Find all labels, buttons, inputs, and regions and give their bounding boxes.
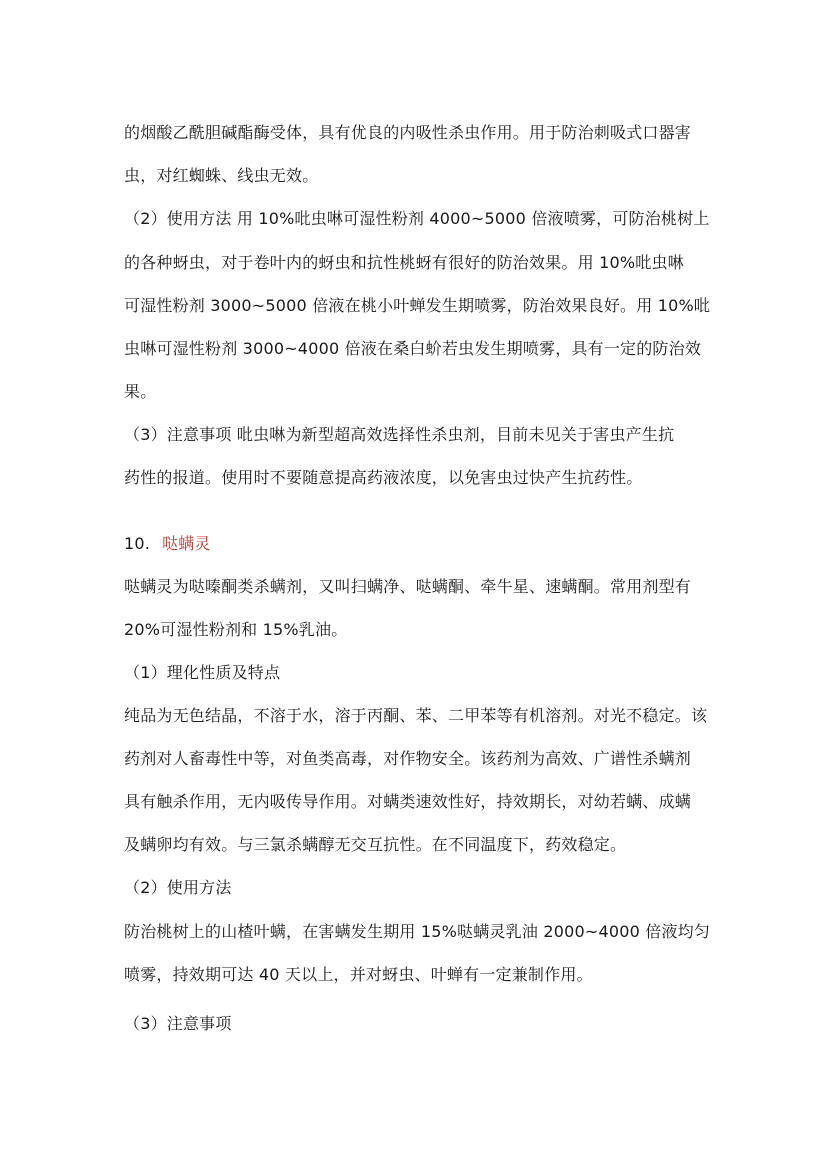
section-number: 10.	[124, 534, 151, 553]
paragraph-line: 虫啉可湿性粉剂 3000~4000 倍液在桑白蚧若虫发生期喷雾，具有一定的防治效	[124, 339, 702, 358]
paragraph-line: 虫，对红蜘蛛、线虫无效。	[124, 166, 319, 185]
paragraph-line: 防治桃树上的山楂叶螨，在害螨发生期用 15%哒螨灵乳油 2000~4000 倍液均匀	[124, 922, 711, 941]
paragraph-line: 药剂对人畜毒性中等，对鱼类高毒，对作物安全。该药剂为高效、广谱性杀螨剂	[124, 749, 692, 768]
subheading-line: （2）使用方法	[124, 878, 232, 897]
paragraph-line: 喷雾，持效期可达 40 天以上，并对蚜虫、叶蝉有一定兼制作用。	[124, 965, 593, 984]
paragraph-line: 及螨卵均有效。与三氯杀螨醇无交互抗性。在不同温度下，药效稳定。	[124, 835, 627, 854]
paragraph-line: 20%可湿性粉剂和 15%乳油。	[124, 620, 348, 639]
subheading-line: （3）注意事项	[124, 1014, 232, 1033]
section-title: 哒螨灵	[162, 534, 211, 553]
paragraph-line: 果。	[124, 382, 157, 401]
subheading-line: （1）理化性质及特点	[124, 663, 281, 682]
paragraph-line: 药性的报道。使用时不要随意提高药液浓度，以免害虫过快产生抗药性。	[124, 468, 643, 487]
paragraph-line: 具有触杀作用，无内吸传导作用。对螨类速效性好，持效期长，对幼若螨、成螨	[124, 792, 692, 811]
paragraph-line: 纯品为无色结晶，不溶于水，溶于丙酮、苯、二甲苯等有机溶剂。对光不稳定。该	[124, 706, 708, 725]
paragraph-line: （3）注意事项 吡虫啉为新型超高效选择性杀虫剂，目前未见关于害虫产生抗	[124, 425, 675, 444]
paragraph-line: 的各种蚜虫，对于卷叶内的蚜虫和抗性桃蚜有很好的防治效果。用 10%吡虫啉	[124, 253, 684, 272]
paragraph-line: 可湿性粉剂 3000~5000 倍液在桃小叶蝉发生期喷雾，防治效果良好。用 10%吡	[124, 296, 711, 315]
paragraph-line: （2）使用方法 用 10%吡虫啉可湿性粉剂 4000~5000 倍液喷雾，可防治桃树上	[124, 209, 710, 228]
paragraph-line: 的烟酸乙酰胆碱酯酶受体，具有优良的内吸性杀虫作用。用于防治刺吸式口器害	[124, 123, 692, 142]
section-heading	[124, 534, 211, 554]
paragraph-line: 哒螨灵为哒嗪酮类杀螨剂，又叫扫螨净、哒螨酮、牵牛星、速螨酮。常用剂型有	[124, 577, 692, 596]
